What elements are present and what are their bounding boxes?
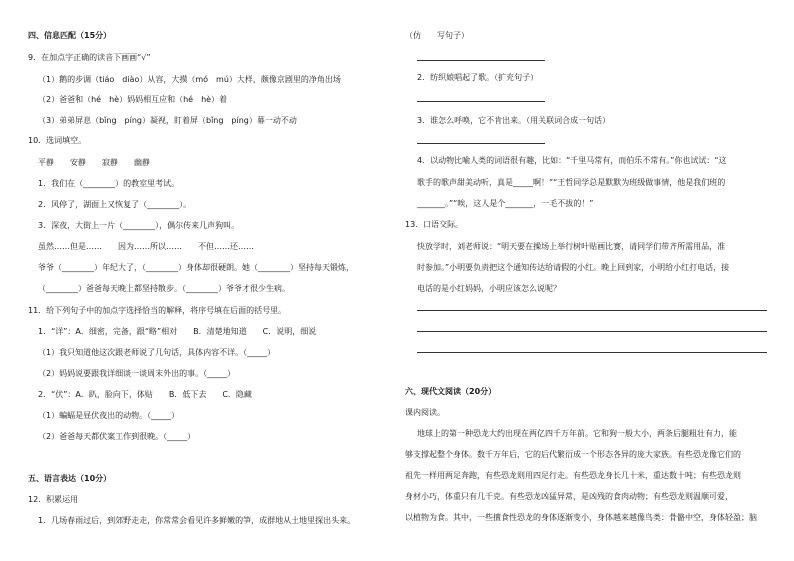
reading-intro: 课内阅读。 [405, 408, 445, 417]
answer-line[interactable] [417, 331, 767, 332]
q11-fu-options: 2．“伏”：A．趴，脸向下，体贴 B．低下去 C．隐藏 [38, 390, 252, 399]
answer-line[interactable] [417, 60, 545, 61]
expand-sentence: 2．纺织娘唱起了歌。（扩充句子） [417, 73, 539, 82]
q10-item-4a: 爷爷（________）年纪大了，（________）身体却很硬朗。她（________）坚持每天锻炼， [38, 263, 354, 272]
reading-line-3: 祖先一样用两足奔跑，有些恐龙则用四足行走。有些恐龙身长几十米，重达数十吨；有些恐龙则 [405, 471, 741, 480]
reading-line-2: 够支撑起整个身体。数千万年后，它的后代繁衍成一个形态各异的庞大家族。有些恐龙像它们的 [405, 450, 741, 459]
q10-conjunctions: 虽然……但是…… 因为……所以…… 不但……还…… [38, 242, 254, 251]
q11-fu-2: （2）爸爸每天都伏案工作到很晚。（_____） [38, 432, 196, 441]
rewrite-instruction: （仿 写句子） [405, 31, 469, 40]
q10-item-4b: （________）爸爸每天晚上都坚持散步。（________）爷爷才很少生病。 [38, 284, 290, 293]
q11-xiang-1: （1）我只知道他这次跟老师说了几句话，具体内容不详。（_____） [38, 348, 276, 357]
q13-text-1: 快放学时，刘老师说：“明天要在操场上举行树叶贴画比赛，请同学们带齐所需用品，准 [417, 242, 726, 251]
animal-metaphor-1: 4．以动物比喻人类的词语很有趣，比如：“千里马常有，而伯乐不常有。”你也试试：“这 [417, 156, 727, 165]
answer-line[interactable] [417, 101, 545, 102]
q10-item-2: 2．风停了，湖面上又恢复了（________）。 [38, 200, 192, 209]
q11-title: 11．给下列句子中的加点字选择恰当的解释，将序号填在后面的括号里。 [28, 306, 287, 315]
animal-metaphor-2: 歌手的歌声甜美动听，真是_____啊！”“王哲同学总是默默为班级做事情，他是我们班的 [417, 178, 726, 187]
section5-title: 五、语言表达（10分） [28, 474, 112, 483]
q9-item-3: （3）弟弟屏息（bǐng píng）凝视，盯着屏（bǐng píng）幕一动不动 [38, 116, 297, 125]
q11-xiang-2: （2）妈妈说要跟我详细谈一谈周末外出的事。（_____） [38, 369, 236, 378]
section4-title: 四、信息匹配（15分） [28, 31, 112, 40]
answer-line[interactable] [417, 143, 545, 144]
q12-title: 12．积累运用 [28, 495, 79, 504]
section6-title: 六、现代文阅读（20分） [405, 387, 497, 396]
q10-item-1: 1．我们在（________）的教室里考试。 [38, 179, 180, 188]
reading-line-1: 地球上的第一种恐龙大约出现在两亿四千万年前。它和狗一般大小，两条后腿粗壮有力，能 [417, 429, 737, 438]
answer-line[interactable] [417, 352, 767, 353]
reading-line-5: 以植物为食。其中，一些擅食性恐龙的身体逐渐变小，身体越来越像鸟类：骨骼中空，身体轻盈；脑 [405, 513, 757, 522]
q9-item-2: （2）爸爸和（hé hè）妈妈相互应和（hé hè）着 [38, 95, 228, 104]
q13-title: 13．口语交际。 [405, 220, 464, 229]
q11-xiang-options: 1．“详”：A．细密，完备，跟“略”相对 B．清楚地知道 C．说明，细说 [38, 327, 317, 336]
q9-title: 9．在加点字正确的读音下画画“√” [28, 53, 151, 62]
q10-item-3: 3．深夜，大街上一片（________），偶尔传来几声狗叫。 [38, 221, 240, 230]
q13-text-2: 时参加。”小明要负责把这个通知传达给请假的小红。晚上回到家，小明给小红打电话，接 [417, 263, 730, 272]
answer-line[interactable] [417, 310, 767, 311]
animal-metaphor-3: _______。”“唉，这人是个_______，一毛不拔的！” [417, 199, 594, 208]
combine-sentence: 3．谁怎么呼唤，它不肯出来。（用关联词合成一句话） [417, 116, 611, 125]
q12-item-1: 1．几场春雨过后，到郊野走走，你常常会看见许多鲜嫩的笋，成群地从土地里探出头来。 [38, 516, 356, 525]
q10-word-bank: 平静 安静 寂静 幽静 [38, 158, 150, 167]
reading-line-4: 身材小巧，体重只有几千克。有些恐龙凶猛异常，是凶残的食肉动物；有些恐龙则温顺可爱， [405, 492, 733, 501]
q13-text-3: 电话的是小红妈妈，小明应该怎么说呢？ [417, 284, 561, 293]
q9-item-1: （1）鹅的步调（tiáo diào）从容，大摸（mó mú）大样，颇像京剧里的净角出场 [38, 75, 341, 84]
q10-title: 10．选词填空。 [28, 136, 87, 145]
q11-fu-1: （1）蝙蝠是昼伏夜出的动物。（_____） [38, 411, 180, 420]
